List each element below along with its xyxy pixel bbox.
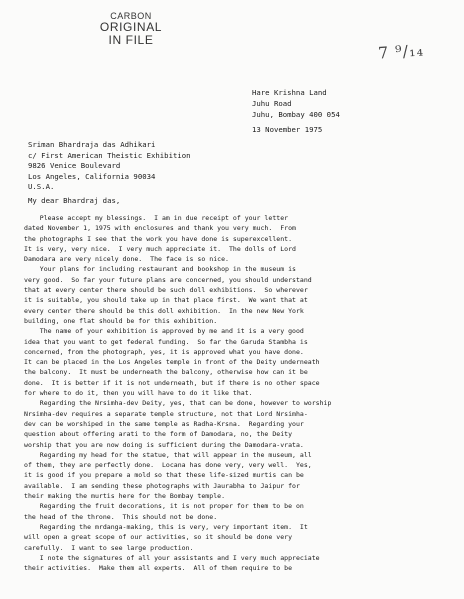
- sender-address-line: Juhu, Bombay 400 054: [252, 110, 340, 119]
- handwritten-mark: 7 ⁹/₁₄: [377, 40, 425, 63]
- body-line: every center there should be this doll exhibition. In the new New York: [24, 306, 304, 315]
- recipient-line: Sriman Bhardraja das Adhikari: [28, 140, 156, 149]
- body-line: that at every center there should be such doll exhibitions. So wherever: [24, 286, 308, 295]
- body-line: Regarding the fruit decorations, it is not proper for them to be on: [24, 502, 304, 511]
- body-line: building, one flat should be for this exhibition.: [24, 316, 218, 325]
- stamp-line-1: CARBON: [110, 11, 152, 21]
- body-line: carefully. I want to see large production.: [24, 543, 194, 552]
- body-line: the photographs I see that the work you have done is superexcellent.: [24, 234, 293, 243]
- body-line: worship that you are now doing is sufficient during the Damodara-vrata.: [24, 440, 304, 449]
- body-line: their making the murtis here for the Bombay temple.: [24, 492, 226, 501]
- recipient-line: U.S.A.: [28, 182, 55, 192]
- body-line: concerned, from the photograph, yes, it is approved what you have done.: [24, 347, 304, 356]
- body-line: It is very, very nice. I very much appreciate it. The dolls of Lord: [24, 244, 296, 253]
- body-line: available. I am sending these photographs with Jaurabha to Jaipur for: [24, 481, 300, 490]
- body-line: the head of the throne. This should not be done.: [24, 512, 218, 521]
- body-line: of them, they are perfectly done. Locana has done very, very well. Yes,: [24, 461, 312, 470]
- stamp-line-2: ORIGINAL: [99, 20, 163, 35]
- body-line: done. It is better if it is not underneath, but if there is no other space: [24, 378, 320, 387]
- body-line: question about offering arati to the form of Damodara, no, the Deity: [24, 430, 293, 439]
- body-line: the balcony. It must be underneath the balcony, otherwise how can it be: [24, 368, 308, 377]
- salutation: My dear Bhardraj das,: [28, 196, 121, 205]
- body-line: their activities. Make them all experts. All of them require to be: [24, 564, 293, 573]
- body-line: Regarding my head for the statue, that will appear in the museum, all: [24, 450, 312, 459]
- carbon-original-stamp: [86, 12, 176, 47]
- stamp-line-3: IN FILE: [108, 33, 154, 48]
- sender-address-line: Hare Krishna Land: [252, 88, 327, 97]
- body-line: it is suitable, you should take up in that place first. We want that at: [24, 296, 308, 305]
- recipient-address: [28, 140, 191, 193]
- recipient-line: 9826 Venice Boulevard: [28, 161, 121, 171]
- body-line: Your plans for including restaurant and bookshop in the museum is: [24, 265, 296, 274]
- body-line: dated November 1, 1975 with enclosures and thank you very much. From: [24, 224, 296, 233]
- body-line: for where to do it, then you will have to do it like that.: [24, 389, 253, 398]
- body-line: it is good if you prepare a mold so that these life-sized murtis can be: [24, 471, 304, 480]
- recipient-line: Los Angeles, California 90034: [28, 171, 156, 181]
- body-line: Please accept my blessings. I am in due receipt of your letter: [24, 214, 289, 222]
- sender-address-line: Juhu Road: [252, 99, 292, 108]
- body-line: dev can be worshiped in the same temple as Radha-Krsna. Regarding your: [24, 419, 304, 428]
- body-line: Damodara are very nicely done. The face is so nice.: [24, 255, 229, 264]
- body-line: It can be placed in the Los Angeles temple in front of the Deity underneath: [24, 358, 320, 367]
- body-line: Regarding the mrdanga-making, this is very, very important item. It: [24, 522, 308, 531]
- body-line: Nrsimha-dev requires a separate temple structure, not that Lord Nrsimha-: [24, 409, 308, 418]
- body-line: idea that you want to get federal funding. So far the Garuda Stambha is: [24, 337, 308, 346]
- sender-address: [252, 87, 340, 120]
- letter-date: 13 November 1975: [252, 125, 323, 134]
- recipient-line: c/ First American Theistic Exhibition: [28, 150, 191, 160]
- body-line: I note the signatures of all your assistants and I very much appreciate: [24, 553, 320, 562]
- body-line: will open a great scope of our activities, so it should be done very: [24, 533, 293, 542]
- body-line: Regarding the Nrsimha-dev Deity, yes, that can be done, however to worship: [24, 399, 332, 408]
- body-line: The name of your exhibition is approved by me and it is a very good: [24, 327, 304, 336]
- body-line: very good. So far your future plans are concerned, you should understand: [24, 275, 312, 284]
- letter-body: [24, 213, 460, 573]
